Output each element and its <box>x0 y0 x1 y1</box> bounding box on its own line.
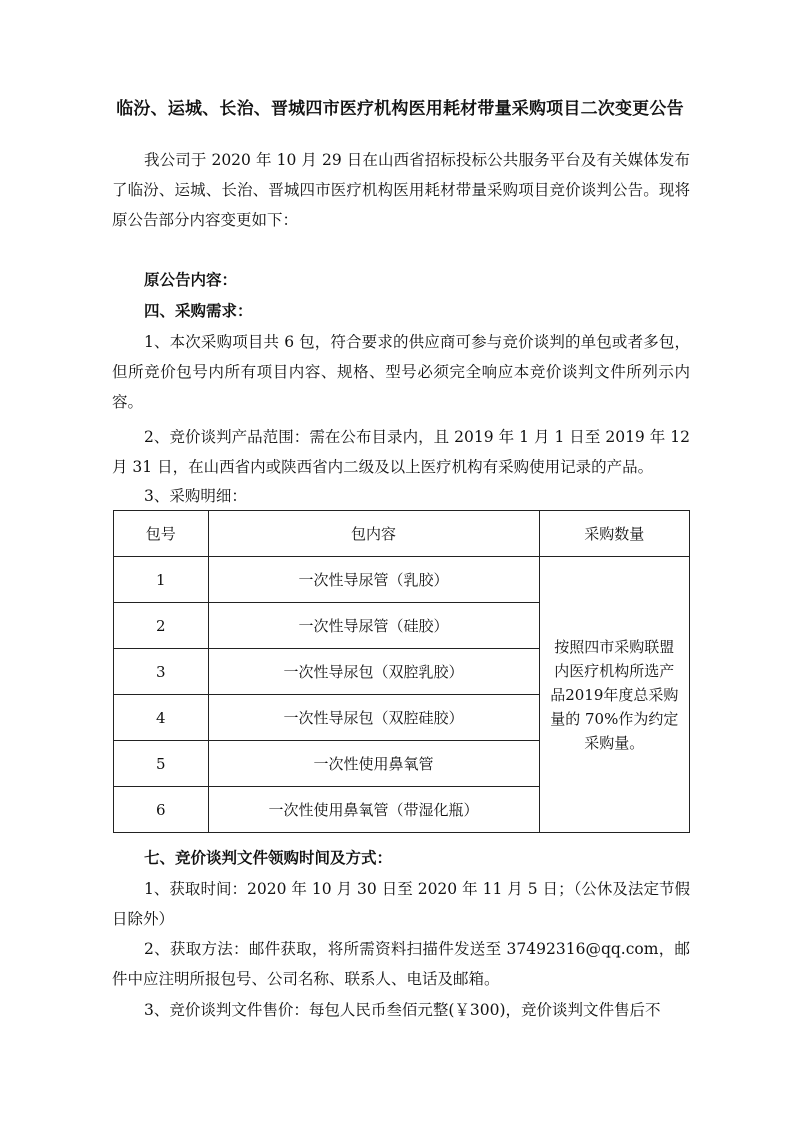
section4-item3: 3、采购明细： <box>144 487 247 505</box>
package-content-cell: 一次性使用鼻氧管 <box>208 741 539 787</box>
header-package-content: 包内容 <box>208 511 539 557</box>
original-heading: 原公告内容： <box>144 271 238 289</box>
intro-paragraph: 我公司于 2020 年 10 月 29 日在山西省招标投标公共服务平台及有关媒体发布了临汾、运城、长治、晋城四市医疗机构医用耗材带量采购项目竞价谈判公告。现将原公告部分内容变更如下： <box>112 151 690 229</box>
package-content-cell: 一次性导尿管（硅胶） <box>208 603 539 649</box>
table-header-row <box>114 511 690 557</box>
section4-heading: 四、采购需求： <box>144 302 253 320</box>
package-content-cell: 一次性导尿管（乳胶） <box>208 557 539 603</box>
section7-item3: 3、竞价谈判文件售价：每包人民币叁佰元整(￥300)，竞价谈判文件售后不 <box>144 1001 661 1019</box>
table-row <box>114 557 690 603</box>
procurement-table <box>113 510 690 833</box>
header-package-no: 包号 <box>114 511 209 557</box>
header-quantity: 采购数量 <box>539 511 689 557</box>
package-content-cell: 一次性导尿包（双腔硅胶） <box>208 695 539 741</box>
section7-heading: 七、竞价谈判文件领购时间及方式： <box>144 849 393 867</box>
section7-item1: 1、获取时间：2020 年 10 月 30 日至 2020 年 11 月 5 日；（公休及法定节假日除外） <box>112 880 690 928</box>
package-no-cell: 1 <box>114 557 209 603</box>
package-no-cell: 6 <box>114 787 209 833</box>
section7-item2: 2、获取方法：邮件获取，将所需资料扫描件发送至 37492316@qq.com，邮件中应注明所报包号、公司名称、联系人、电话及邮箱。 <box>112 940 690 988</box>
package-no-cell: 2 <box>114 603 209 649</box>
section4-item2: 2、竞价谈判产品范围：需在公布目录内，且 2019 年 1 月 1 日至 2019 年 12 月 31 日，在山西省内或陕西省内二级及以上医疗机构有采购使用记录的产品。 <box>112 428 690 476</box>
package-no-cell: 5 <box>114 741 209 787</box>
package-content-cell: 一次性使用鼻氧管（带湿化瓶） <box>208 787 539 833</box>
package-content-cell: 一次性导尿包（双腔乳胶） <box>208 649 539 695</box>
package-no-cell: 3 <box>114 649 209 695</box>
quantity-cell: 按照四市采购联盟内医疗机构所选产品2019年度总采购量的 70%作为约定采购量。 <box>539 557 689 833</box>
section4-item1: 1、本次采购项目共 6 包，符合要求的供应商可参与竞价谈判的单包或者多包，但所竞价包号内所有项目内容、规格、型号必须完全响应本竞价谈判文件所列示内容。 <box>112 333 690 411</box>
package-no-cell: 4 <box>114 695 209 741</box>
page-title: 临汾、运城、长治、晋城四市医疗机构医用耗材带量采购项目二次变更公告 <box>116 99 684 119</box>
